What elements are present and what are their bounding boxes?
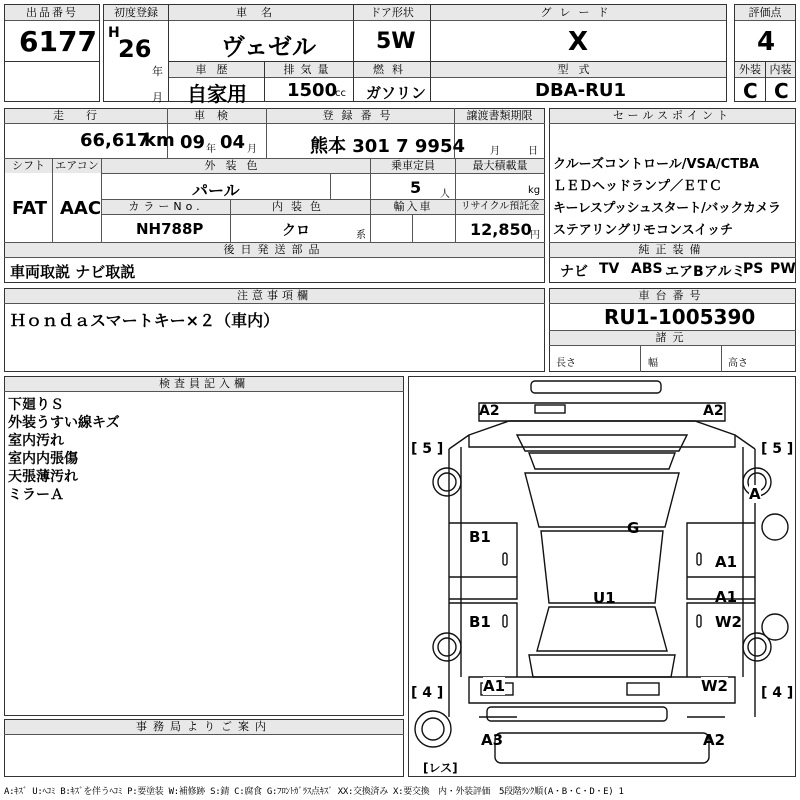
inspector-line-2: 外装うすい線キズ (8, 415, 120, 431)
transfer-label: 譲渡書類期限 (455, 109, 544, 123)
int-color-value: クロ (282, 223, 310, 239)
mark-roof: U1 (593, 589, 616, 607)
notes-text: Ｈｏｎｄａスマートキー×２（車内） (10, 311, 280, 330)
equip-tv: TV (599, 261, 620, 277)
inspector-line-3: 室内汚れ (8, 433, 64, 449)
door-label: ドア形状 (354, 5, 430, 21)
notes-label: 注意事項欄 (5, 289, 544, 303)
mark-rear-right: W2 (701, 677, 728, 695)
mark-windshield: G (627, 519, 640, 537)
dims-label: 諸元 (550, 331, 795, 345)
grade-cell (430, 4, 727, 62)
mark-left-front-door: B1 (469, 528, 491, 546)
load-label: 最大積載量 (456, 159, 544, 173)
later-parts-value: 車両取説 ナビ取説 (10, 263, 136, 281)
inspect-year: 09 (180, 132, 206, 153)
score-cell (734, 4, 796, 62)
equip-label: 純正装備 (550, 243, 795, 257)
diagram-block (408, 376, 796, 777)
spare-tire-mark: [レス] (423, 761, 458, 775)
disp-cell (264, 61, 354, 102)
disp-label: 排気量 (265, 62, 353, 78)
score-value: 4 (757, 27, 776, 57)
shift-label: シフト (5, 159, 52, 173)
year-unit: 年 (152, 65, 163, 78)
mark-right-front-door: A1 (715, 553, 738, 571)
chassis-value: RU1-1005390 (604, 305, 756, 329)
later-parts-label: 後日発送部品 (5, 243, 544, 257)
first-reg-cell (103, 4, 169, 102)
transfer-day-unit: 日 (528, 146, 538, 157)
disp-value: 1500 (287, 80, 338, 101)
seats-value: 5 (410, 178, 422, 197)
sales-line-3: キーレスプッシュスタート/バックカメラ (553, 201, 781, 216)
equip-abs: ABS (631, 261, 663, 277)
disp-unit: cc (335, 88, 346, 99)
mileage-label: 走行 (5, 109, 167, 123)
inspect-label: 車検 (168, 109, 266, 123)
mark-rear-left: A1 (483, 677, 506, 695)
mileage-value: 66,617 (80, 130, 150, 151)
type-label: 型式 (431, 62, 726, 78)
tire-front-right: [ 5 ] (761, 441, 794, 457)
mark-front-right: A2 (703, 403, 724, 419)
header-block (4, 4, 796, 104)
history-cell (168, 61, 265, 106)
history-value: 自家用 (187, 82, 247, 106)
era: H (108, 25, 120, 41)
int-label: 内装 (766, 62, 795, 78)
inspect-month-unit: 月 (247, 144, 257, 155)
seats-unit: 人 (440, 189, 450, 200)
inspector-line-4: 室内内張傷 (8, 451, 78, 467)
import-label: 輸入車 (371, 200, 455, 214)
lot-label: 出品番号 (5, 5, 99, 21)
reg-label: 登録番号 (267, 109, 454, 123)
mark-left-rear-door: B1 (469, 613, 491, 631)
sales-line-1: クルーズコントロール/VSA/CTBA (553, 157, 760, 172)
recycle-label: リサイクル預託金 (456, 200, 544, 214)
sales-line-4: ステアリングリモコンスイッチ (553, 223, 734, 238)
equip-alloy: アルミ (704, 264, 746, 280)
inspector-line-5: 天張薄汚れ (8, 469, 78, 485)
grade-value: X (568, 27, 589, 57)
lot-cell (4, 4, 100, 62)
first-reg-year: 26 (118, 35, 152, 63)
inspect-year-unit: 年 (206, 144, 216, 155)
office-label: 事務局よりご案内 (5, 720, 403, 734)
seats-label: 乗車定員 (371, 159, 455, 173)
ac-label: エアコン (53, 159, 101, 173)
door-cell (353, 4, 431, 62)
tire-rear-right: [ 4 ] (761, 685, 794, 701)
fuel-label: 燃料 (354, 62, 430, 78)
int-value: C (774, 79, 789, 103)
model-label: 車名 (169, 5, 353, 21)
fuel-cell (353, 61, 431, 102)
legend-text: A:ｷｽﾞ U:ﾍｺﾐ B:ｷｽﾞを伴うﾍｺﾐ P:要塗装 W:補修跡 S:錆 C:腐食 G:ﾌﾛﾝﾄｶﾞﾗｽ点ｷｽﾞ XX:交換済み X:要交換 内・外装評価 5段階ﾗﾝｸ順(A・B・C・D・E) 1 (4, 787, 624, 797)
transfer-month-unit: 月 (490, 146, 500, 157)
type-cell (430, 61, 727, 102)
mark-bumper-right: A2 (703, 731, 726, 749)
ext-cell (734, 61, 766, 102)
int-color-label: 内装色 (231, 200, 370, 214)
mark-bumper-left: A3 (481, 731, 504, 749)
ext-value: C (743, 79, 758, 103)
mark-right-rear-door-2: W2 (715, 613, 742, 631)
model-name: ヴェゼル (221, 33, 317, 61)
chassis-label: 車台番号 (550, 289, 795, 303)
equip-ps: PS (743, 261, 764, 277)
dims-height: 高さ (728, 358, 748, 369)
month-unit: 月 (152, 91, 163, 104)
tire-rear-left: [ 4 ] (411, 685, 444, 701)
equip-nav: ナビ (560, 264, 588, 280)
lot-number: 6177 (19, 25, 97, 58)
ext-label: 外装 (735, 62, 765, 78)
shift-value: FAT (12, 198, 48, 219)
inspector-label: 検査員記入欄 (5, 377, 403, 391)
fuel-value: ガソリン (366, 84, 427, 102)
color-no-label: カラーNo. (102, 200, 230, 214)
color-label: 外装色 (102, 159, 370, 173)
equip-pw: PW (770, 261, 796, 277)
inspect-month: 04 (220, 132, 246, 153)
int-color-unit: 系 (356, 230, 366, 241)
mark-front-left: A2 (479, 403, 500, 419)
int-cell (765, 61, 796, 102)
dims-width: 幅 (648, 358, 658, 369)
color-no-value: NH788P (136, 220, 204, 238)
mileage-unit: km (144, 130, 175, 151)
dims-length: 長さ (556, 358, 576, 369)
first-reg-label: 初度登録 (104, 5, 168, 21)
load-unit: kg (528, 185, 541, 196)
ac-value: AAC (60, 198, 102, 219)
model-cell (168, 4, 354, 62)
history-label: 車歴 (169, 62, 264, 78)
inspector-line-6: ミラーＡ (8, 487, 64, 503)
equip-airbag: エアB (665, 264, 704, 280)
lot-blank (4, 61, 100, 102)
inspector-line-1: 下廻りＳ (8, 397, 64, 413)
color-value: パール (192, 181, 240, 200)
mark-front-wheel-right: A (749, 485, 761, 503)
mark-right-rear-door-1: A1 (715, 588, 738, 606)
tire-front-left: [ 5 ] (411, 441, 444, 457)
sales-line-2: ＬＥＤヘッドランプ／ＥＴＣ (553, 179, 723, 194)
car-diagram (409, 377, 795, 776)
grade-label: グレード (431, 5, 726, 21)
sales-label: セールスポイント (550, 109, 795, 123)
score-label: 評価点 (735, 5, 795, 21)
recycle-value: 12,850 (470, 220, 532, 239)
door-value: 5W (376, 29, 416, 54)
type-value: DBA-RU1 (535, 80, 627, 101)
reg-value: 熊本 301 7 9954 (310, 136, 465, 157)
recycle-unit: 円 (530, 230, 540, 241)
